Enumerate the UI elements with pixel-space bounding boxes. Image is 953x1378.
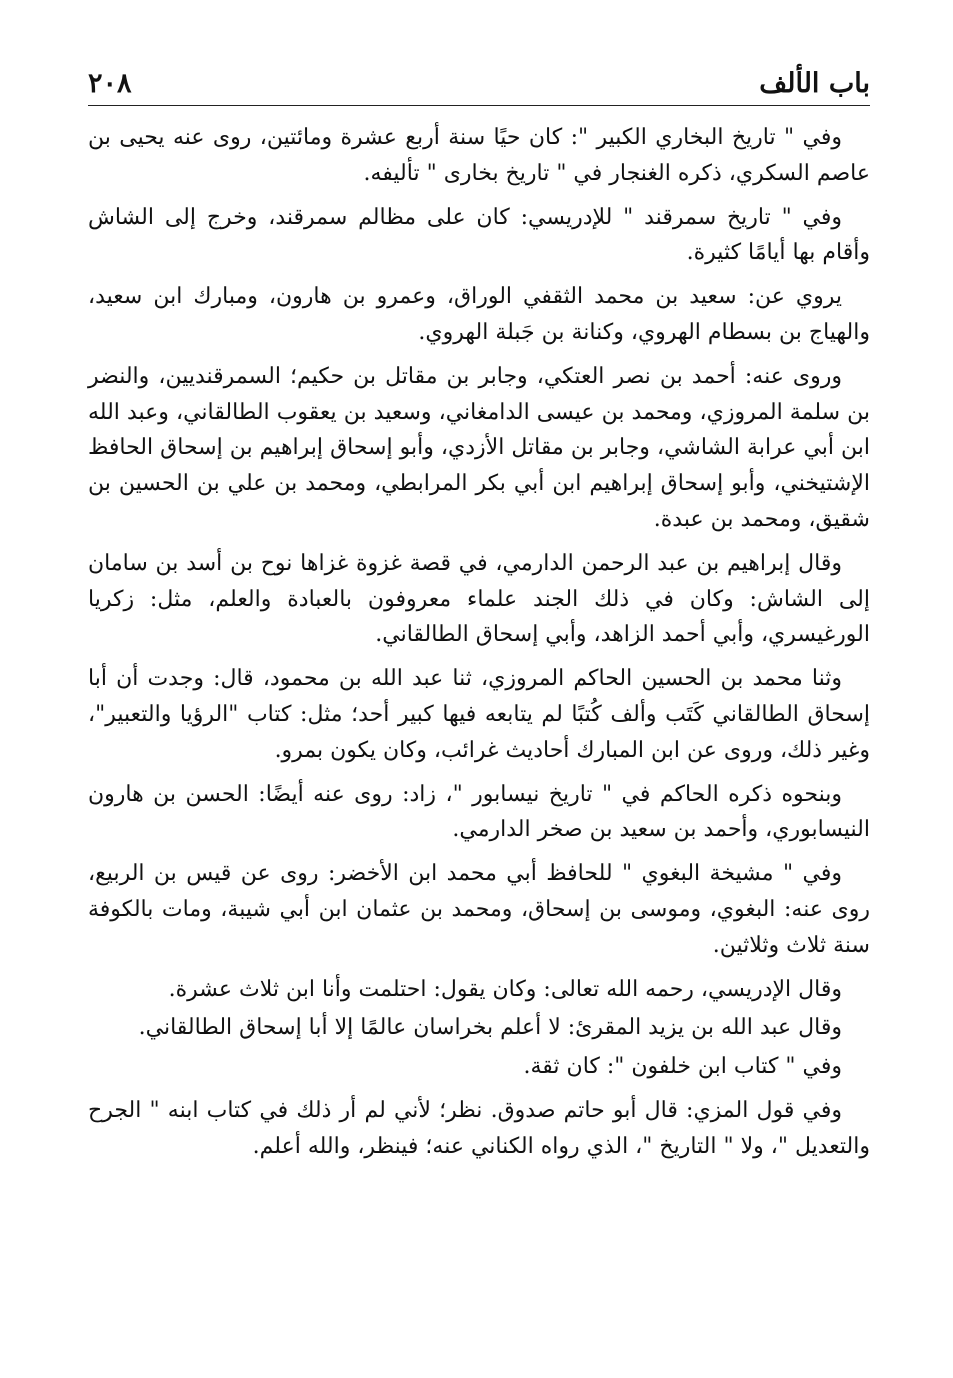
paragraph: وقال عبد الله بن يزيد المقرئ: لا أعلم بخراسان عالمًا إلا أبا إسحاق الطالقاني. <box>138 1015 842 1041</box>
paragraph: وفي " كتاب ابن خلفون ": كان ثقة. <box>523 1054 842 1080</box>
paragraph: وقال الإدريسي، رحمه الله تعالى: وكان يقول: احتلمت وأنا ابن ثلاث عشرة. <box>168 976 842 1002</box>
paragraph: وفي " تاريخ سمرقند " للإدريسي: كان على مظالم سمرقند، وخرج إلى الشاش وأقام بها أيامًا كثيرة. <box>88 204 870 266</box>
header-rule <box>88 105 870 106</box>
page-number: ٢٠٨ <box>88 68 132 99</box>
page-body <box>88 120 870 1173</box>
paragraph: وبنحوه ذكره الحاكم في " تاريخ نيسابور "، زاد: روى عنه أيضًا: الحسن بن هارون النيسابوري، وأحمد بن سعيد بن صخر الدارمي. <box>88 781 870 843</box>
paragraph: وثنا محمد بن الحسين الحاكم المروزي، ثنا عبد الله بن محمود، قال: وجدت أن أبا إسحاق الطالقاني كَتَب وألف كُتبًا لم يتابعه فيها كبير أحد؛ مثل: كتاب "الرؤيا والتعبير"، وغير ذلك، وروى عن ابن المبارك أحاديث غرائب، وكان يكون بمرو. <box>88 666 870 763</box>
paragraph: وفي " مشيخة البغوي " للحافظ أبي محمد ابن الأخضر: روى عن قيس بن الربيع، روى عنه: البغوي، وموسى بن إسحاق، ومحمد بن عثمان ابن أبي شيبة، ومات بالكوفة سنة ثلاث وثلاثين. <box>88 861 870 958</box>
paragraph: وقال إبراهيم بن عبد الرحمن الدارمي، في قصة غزوة غزاها نوح بن أسد بن سامان إلى الشاش: وكان في ذلك الجند علماء معروفون بالعبادة والعلم، مثل: زكريا الورغيسري، وأبي أحمد الزاهد، وأبي إسحاق الطالقاني. <box>88 550 870 648</box>
chapter-title: باب الألف <box>759 68 870 99</box>
paragraph: يروي عن: سعيد بن محمد الثقفي الوراق، وعمرو بن هارون، ومبارك ابن سعيد، والهياج بن بسطام الهروي، وكنانة بن جَبلة الهروي. <box>88 284 870 345</box>
running-header <box>88 66 870 102</box>
paragraph: وفي قول المزي: قال أبو حاتم صدوق. نظر؛ لأني لم أر ذلك في كتاب ابنه " الجرح والتعديل "، ولا " التاريخ "، الذي رواه الكناني عنه؛ فينظر، والله أعلم. <box>88 1097 870 1159</box>
paragraph: وفي " تاريخ البخاري الكبير ": كان حيًا سنة أربع عشرة ومائتين، روى عنه يحيى بن عاصم السكري، ذكره الغنجار في " تاريخ بخارى " تأليفه. <box>88 125 870 186</box>
paragraph: وروى عنه: أحمد بن نصر العتكي، وجابر بن مقاتل بن حكيم؛ السمرقنديين، والنضر بن سلمة المروزي، ومحمد بن عيسى الدامغاني، وسعيد بن يعقوب الطالقاني، وعبد الله ابن أبي عرابة الشاشي، وجابر بن مقاتل الأزدي، وأبو إسحاق إبراهيم بن إسحاق الحافظ الإشتيخني، وأبو إسحاق إبراهيم ابن أبي بكر المرابطي، ومحمد بن علي بن الحسين بن شقيق، ومحمد بن عبدة. <box>88 363 870 532</box>
